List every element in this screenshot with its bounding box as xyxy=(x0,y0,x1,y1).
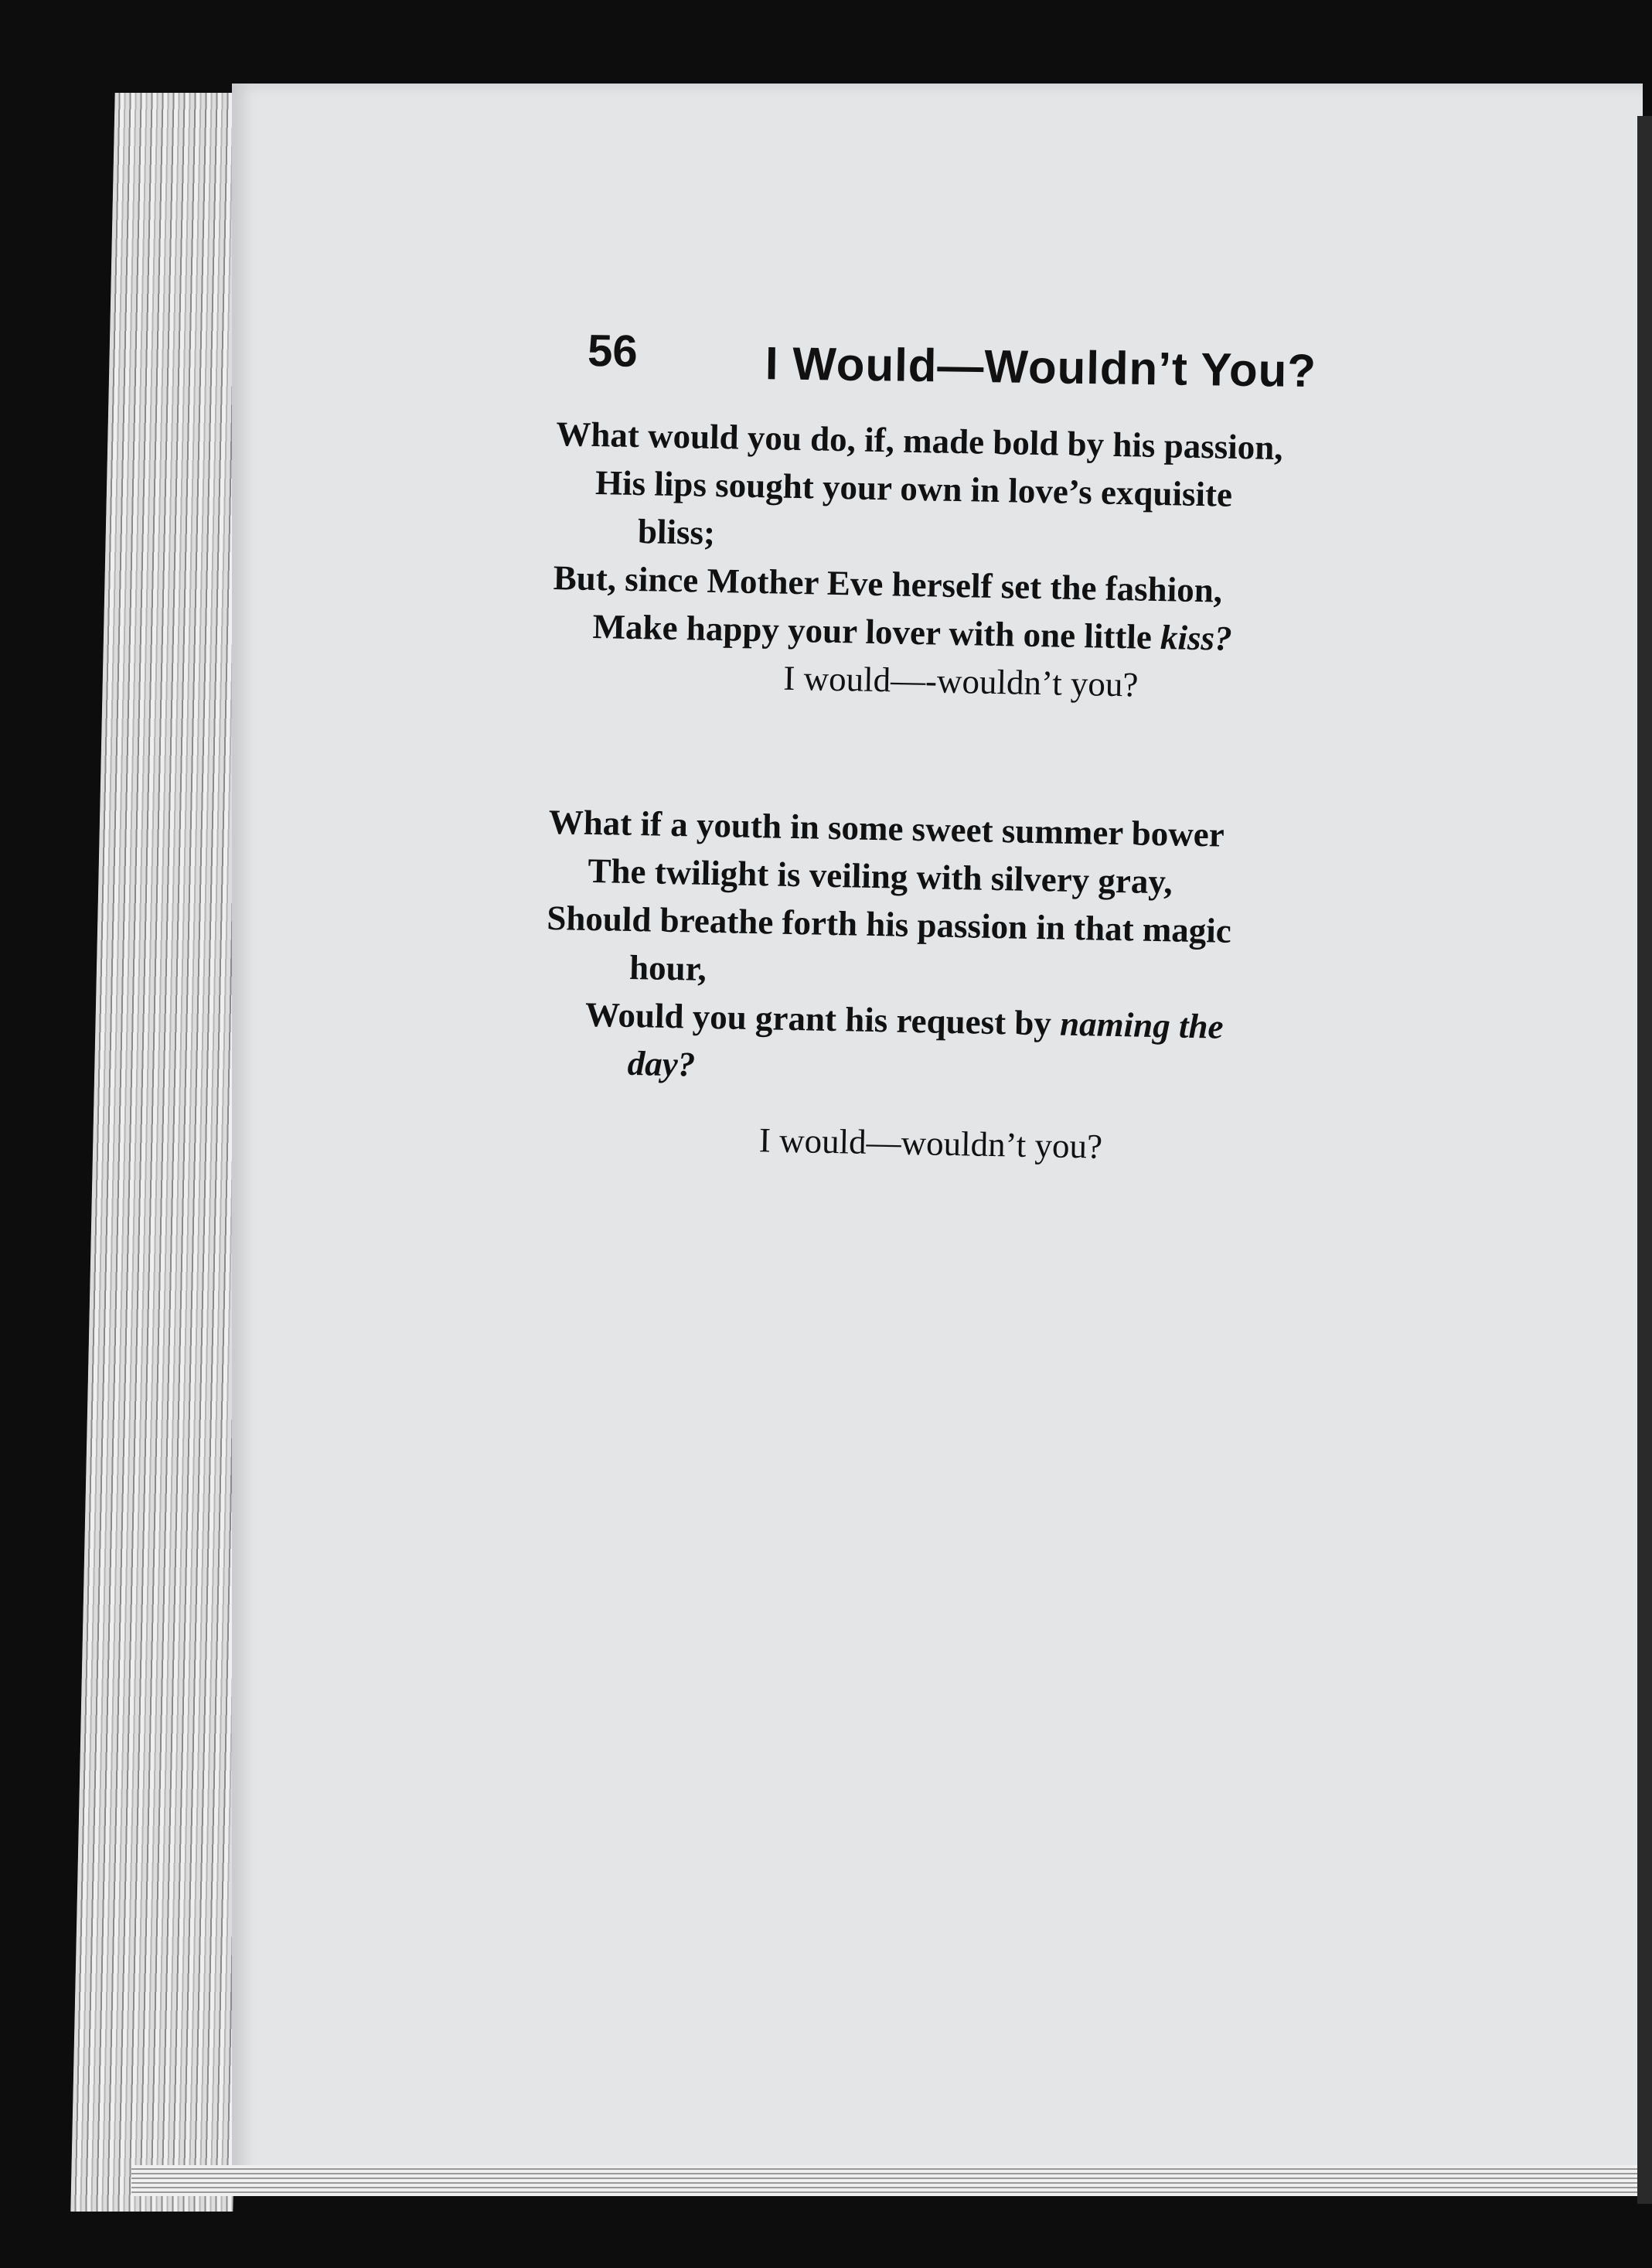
page-number: 56 xyxy=(587,326,639,377)
page-header xyxy=(587,317,1438,414)
refrain: I would—-wouldn’t you? xyxy=(782,658,1139,704)
poem-line-italic: kiss? xyxy=(1160,618,1233,658)
poem-line: Should breathe forth his passion in that magic xyxy=(546,898,1232,950)
poem-line-text: Make happy your lover with one little xyxy=(592,606,1153,657)
poem-line: His lips sought your own in love’s exquisite xyxy=(594,462,1233,514)
poem-line-italic: day? xyxy=(627,1043,696,1084)
poem-line: What if a youth in some sweet summer bower xyxy=(548,802,1225,854)
page-title: I Would—Wouldn’t You? xyxy=(765,337,1317,397)
poem xyxy=(542,410,1483,1178)
refrain: I would—wouldn’t you? xyxy=(758,1120,1103,1166)
poem-line: bliss; xyxy=(637,512,716,552)
poem-line-text: Would you grant his request by xyxy=(584,994,1052,1043)
page-right-shadow xyxy=(1637,116,1652,2204)
stanza-2 xyxy=(542,798,1477,1178)
stanza-1 xyxy=(551,410,1484,715)
poem-line: But, since Mother Eve herself set the fashion, xyxy=(553,558,1223,610)
poem-line-italic: naming the xyxy=(1059,1004,1224,1046)
poem-line: The twilight is veiling with silvery gray, xyxy=(588,851,1173,902)
page-stack-bottom-edge xyxy=(131,2165,1647,2196)
poem-line: hour, xyxy=(628,947,707,988)
poem-line: What would you do, if, made bold by his passion, xyxy=(555,414,1284,468)
stanza-gap xyxy=(549,697,1478,816)
